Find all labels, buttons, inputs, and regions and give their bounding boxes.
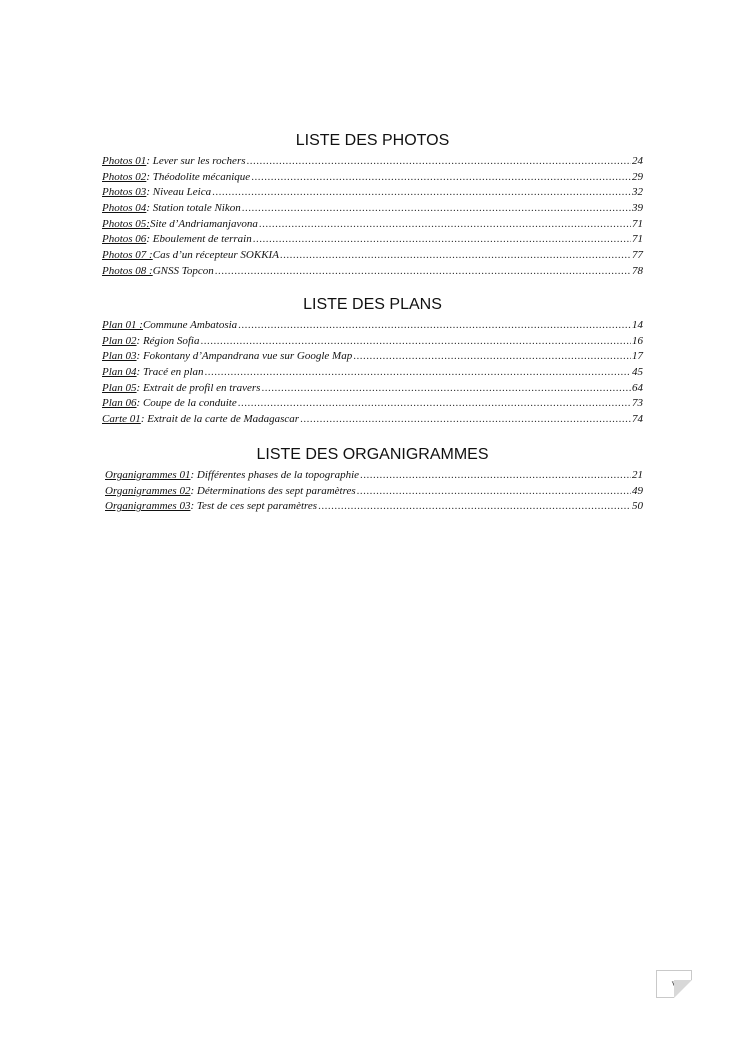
dot-leader (251, 170, 631, 186)
plan-entry[interactable] (102, 334, 643, 350)
dot-leader (280, 248, 631, 264)
plan-entry-label[interactable]: Plan 02 (102, 334, 137, 347)
plan-entry-title: : Fokontany d’Ampandrana vue sur Google Map (136, 350, 353, 363)
photos-list-heading: LISTE DES PHOTOS (295, 132, 450, 149)
photo-entry-title: : Niveau Leica (146, 186, 212, 199)
plan-entry-title: : Région Sofia (136, 334, 200, 347)
organigramme-entry[interactable] (102, 484, 643, 500)
photo-entry[interactable] (102, 170, 643, 186)
plan-entry-title: : Tracé en plan (136, 366, 204, 379)
organigrammes-list-heading: LISTE DES ORGANIGRAMMES (256, 446, 489, 463)
photos-list-section (102, 130, 643, 280)
photo-entry[interactable] (102, 248, 643, 264)
photo-entry[interactable] (102, 232, 643, 248)
photo-entry-title: Cas d’un récepteur SOKKIA (152, 249, 279, 262)
organigramme-entry[interactable] (102, 468, 643, 484)
photo-entry-page-number: 71 (632, 233, 643, 246)
photo-entry[interactable] (102, 185, 643, 201)
organigramme-entry-title: : Différentes phases de la topographie (190, 469, 360, 481)
dot-leader (353, 349, 631, 365)
dot-leader (238, 396, 631, 412)
plan-entry-title: : Coupe de la conduite (136, 397, 237, 410)
plan-entry[interactable] (102, 396, 643, 412)
photo-entry-page-number: 78 (632, 264, 643, 277)
photo-entry-label[interactable]: Photos 05: (102, 217, 150, 230)
organigramme-entry-title: : Test de ces sept paramètres (190, 500, 318, 513)
plan-entry-page-number: 45 (632, 366, 643, 379)
plan-entry-label[interactable]: Plan 05 (102, 381, 137, 394)
dot-leader (215, 264, 631, 280)
photo-entry-title: GNSS Topcon (152, 264, 214, 277)
plan-entry[interactable] (102, 349, 643, 365)
dot-leader (259, 217, 631, 233)
photo-entry[interactable] (102, 201, 643, 217)
plan-entry-label[interactable]: Plan 01 : (102, 319, 143, 331)
dot-leader (357, 484, 631, 500)
organigramme-entry-title: : Déterminations des sept paramètres (190, 484, 356, 497)
photo-entry-page-number: 39 (632, 202, 643, 215)
organigramme-entry-label[interactable]: Organigrammes 01 (105, 469, 191, 481)
photo-entry-page-number: 32 (632, 186, 643, 199)
plan-entry-page-number: 17 (632, 350, 643, 363)
photo-entry[interactable] (102, 264, 643, 280)
photo-entry-title: : Eboulement de terrain (146, 233, 252, 246)
plan-entry-label[interactable]: Carte 01 (102, 413, 141, 426)
plan-entry-label[interactable]: Plan 06 (102, 397, 137, 410)
photo-entry-title: : Station totale Nikon (146, 202, 241, 215)
photo-entry-title: Site d’Andriamanjavona (149, 217, 258, 230)
plan-entry-page-number: 64 (632, 381, 643, 394)
organigramme-entry-label[interactable]: Organigrammes 02 (105, 484, 191, 497)
plan-entry-title: : Extrait de profil en travers (136, 381, 261, 394)
page-number: v (671, 978, 677, 988)
dot-leader (238, 318, 631, 334)
photo-entry-label[interactable]: Photos 03 (102, 186, 147, 199)
plan-entry-label[interactable]: Plan 03 (102, 350, 137, 363)
page-curl-decoration (671, 978, 692, 998)
organigramme-entry-page-number: 49 (632, 484, 643, 497)
photo-entry-label[interactable]: Photos 04 (102, 202, 147, 215)
plan-entry-page-number: 14 (632, 319, 643, 331)
plans-list-section (102, 294, 643, 428)
photo-entry-label[interactable]: Photos 06 (102, 233, 147, 246)
dot-leader (300, 412, 631, 428)
plans-list-heading: LISTE DES PLANS (303, 296, 442, 313)
dot-leader (242, 201, 631, 217)
organigramme-entry-label[interactable]: Organigrammes 03 (105, 500, 191, 513)
dot-leader (200, 334, 631, 350)
plan-entry[interactable] (102, 412, 643, 428)
plan-entry-page-number: 73 (632, 397, 643, 410)
plan-entry-title: Commune Ambatosia (142, 319, 238, 331)
photo-entry-label[interactable]: Photos 07 : (102, 249, 153, 262)
organigramme-entry-page-number: 50 (632, 500, 643, 513)
photo-entry-label[interactable]: Photos 02 (102, 170, 147, 183)
photo-entry-label[interactable]: Photos 08 : (102, 264, 153, 277)
photo-entry-page-number: 77 (632, 249, 643, 262)
photo-entry-page-number: 71 (632, 217, 643, 230)
dot-leader (360, 468, 631, 484)
photo-entry[interactable] (102, 154, 643, 170)
plan-entry[interactable] (102, 381, 643, 397)
photo-entry-page-number: 29 (632, 170, 643, 183)
dot-leader (318, 499, 631, 515)
photo-entry-title: : Lever sur les rochers (146, 155, 246, 167)
dot-leader (204, 365, 631, 381)
plan-entry[interactable] (102, 365, 643, 381)
plan-entry-page-number: 74 (632, 413, 643, 426)
photo-entry-title: : Théodolite mécanique (146, 170, 251, 183)
plan-entry-label[interactable]: Plan 04 (102, 366, 137, 379)
page-number-box (656, 970, 692, 998)
dot-leader (212, 185, 631, 201)
dot-leader (261, 381, 631, 397)
plan-entry-title: : Extrait de la carte de Madagascar (140, 413, 300, 426)
plan-entry[interactable] (102, 318, 643, 334)
plan-entry-page-number: 16 (632, 334, 643, 347)
organigramme-entry[interactable] (102, 499, 643, 515)
photo-entry[interactable] (102, 217, 643, 233)
dot-leader (247, 154, 631, 170)
photo-entry-page-number: 24 (632, 155, 643, 167)
organigrammes-list-section (102, 444, 643, 515)
dot-leader (253, 232, 631, 248)
organigramme-entry-page-number: 21 (632, 469, 643, 481)
photo-entry-label[interactable]: Photos 01 (102, 155, 147, 167)
